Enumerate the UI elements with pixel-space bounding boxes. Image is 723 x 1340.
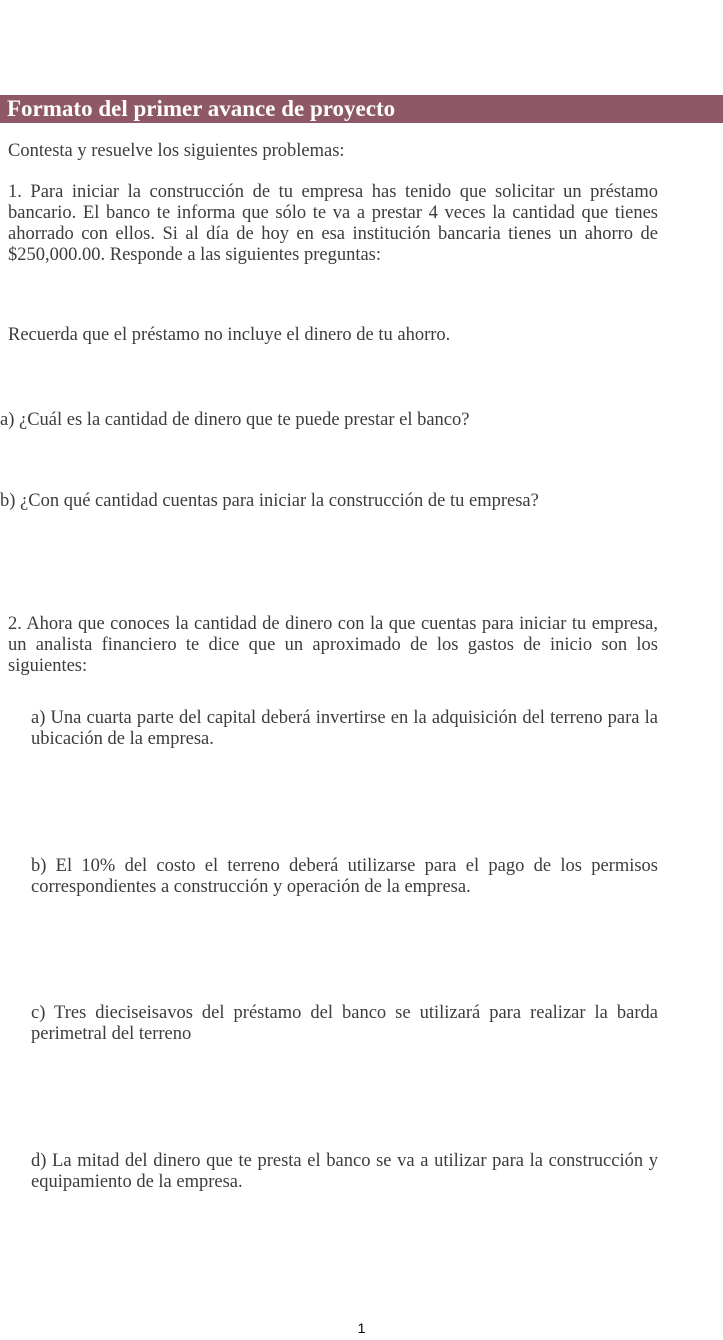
question-a: a) ¿Cuál es la cantidad de dinero que te puede prestar el banco? — [0, 410, 470, 430]
intro-text: Contesta y resuelve los siguientes problemas: — [8, 141, 345, 161]
expense-item-a: a) Una cuarta parte del capital deberá invertirse en la adquisición del terreno para la ubicación de la empresa. — [31, 708, 658, 749]
page-number: 1 — [357, 1320, 366, 1336]
problem-2-text: 2. Ahora que conoces la cantidad de dinero con la que cuentas para iniciar tu empresa, un analista financiero te dice que un aproximado de los gastos de inicio son los siguientes: — [8, 614, 658, 676]
problem-1-text: 1. Para iniciar la construcción de tu empresa has tenido que solicitar un préstamo bancario. El banco te informa que sólo te va a prestar 4 veces la cantidad que tienes ahorrado con ellos. Si al día de hoy en esa institución bancaria tienes un ahorro de $250,000.00. Responde a las siguientes preguntas: — [8, 182, 658, 265]
expense-item-b: b) El 10% del costo el terreno deberá utilizarse para el pago de los permisos correspondientes a construcción y operación de la empresa. — [31, 856, 658, 897]
expense-item-c: c) Tres dieciseisavos del préstamo del banco se utilizará para realizar la barda perimetral del terreno — [31, 1003, 658, 1044]
problem-1-note: Recuerda que el préstamo no incluye el dinero de tu ahorro. — [8, 325, 451, 345]
page-title: Formato del primer avance de proyecto — [0, 95, 723, 123]
expense-item-d: d) La mitad del dinero que te presta el banco se va a utilizar para la construcción y equipamiento de la empresa. — [31, 1151, 658, 1192]
question-b: b) ¿Con qué cantidad cuentas para iniciar la construcción de tu empresa? — [0, 491, 539, 511]
